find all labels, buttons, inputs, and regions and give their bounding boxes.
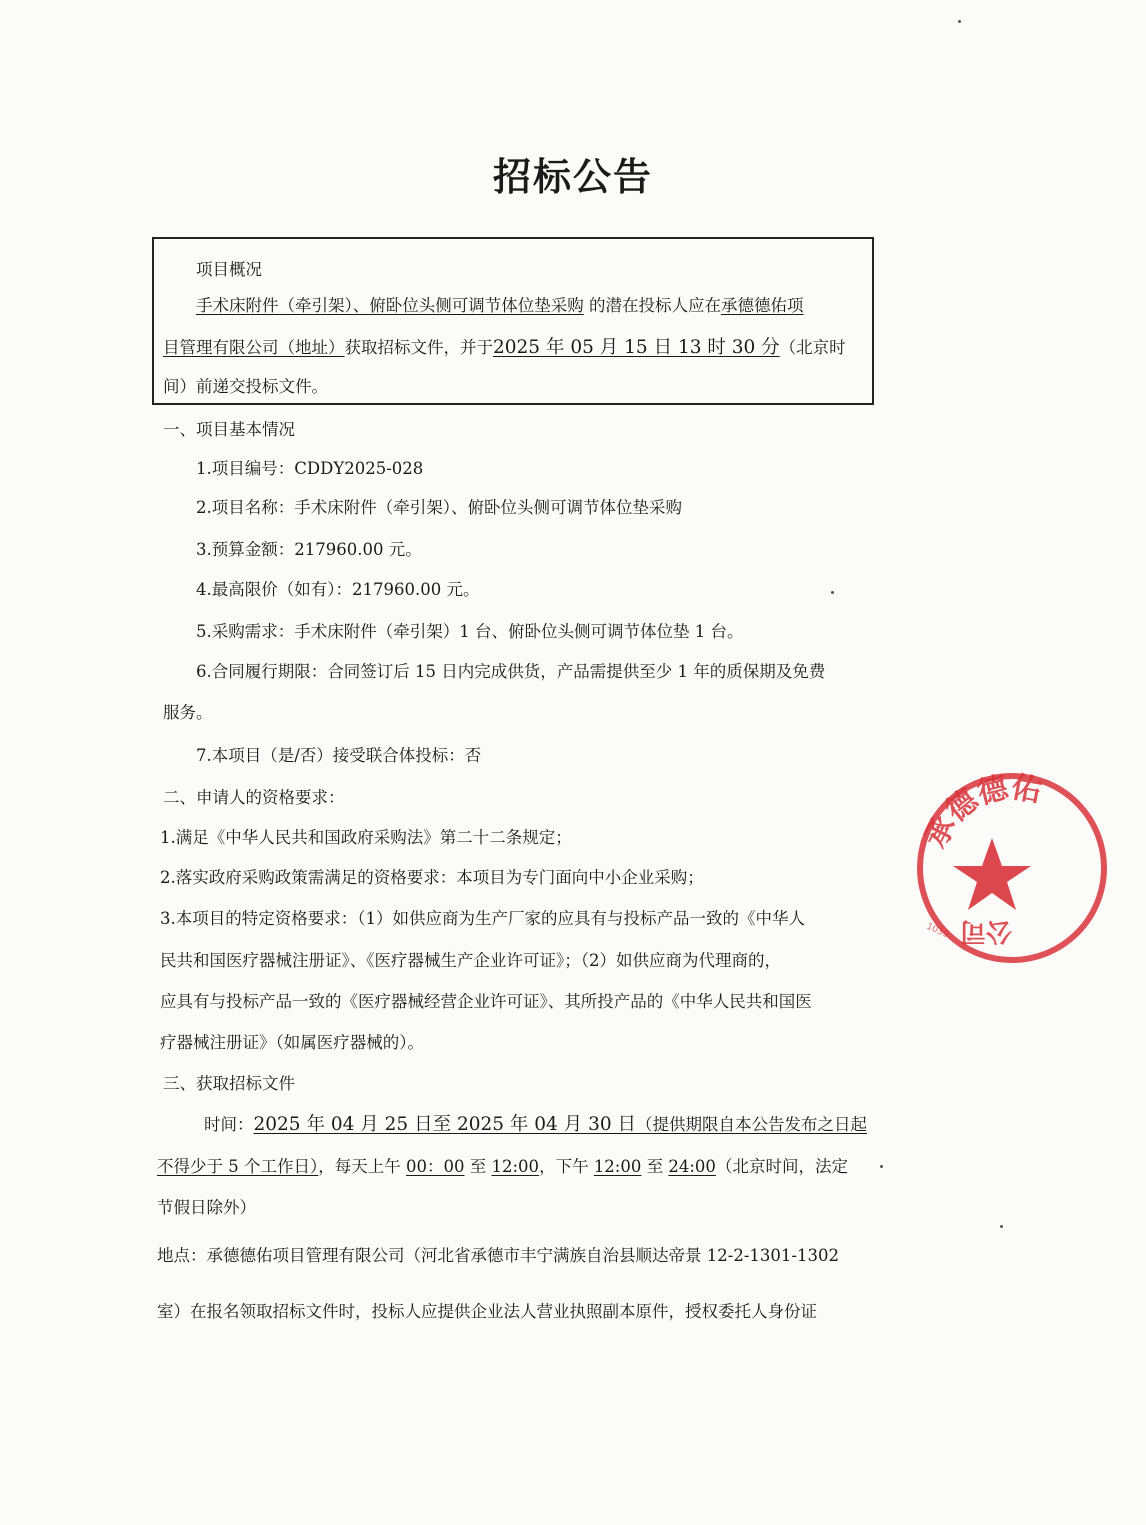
summary-text: 的潜在投标人应在 [589, 296, 721, 315]
section-1-item: 4.最高限价（如有）：217960.00 元。 [196, 580, 480, 599]
summary-line-3: 间）前递交投标文件。 [163, 377, 328, 396]
section-1-item: 7.本项目（是/否）接受联合体投标：否 [196, 746, 482, 765]
section-3-holiday-line: 节假日除外） [157, 1198, 256, 1217]
pm-start: 12:00 [593, 1157, 642, 1176]
section-3-heading: 三、获取招标文件 [163, 1074, 295, 1093]
section-1-heading: 一、项目基本情况 [163, 420, 295, 439]
daily-text: 至 [641, 1157, 669, 1176]
time-note: （提供期限自本公告发布之日起 [636, 1115, 868, 1134]
pm-end: 24:00 [668, 1157, 716, 1176]
bid-deadline: 2025 年 05 月 15 日 13 时 30 分 [493, 337, 780, 358]
summary-heading: 项目概况 [196, 260, 262, 279]
section-1-item: 1.项目编号：CDDY2025-028 [196, 459, 424, 478]
seal-text: 承德德佑 [918, 769, 1045, 854]
section-3-place-line-2: 室）在报名领取招标文件时，投标人应提供企业法人营业执照副本原件，授权委托人身份证 [157, 1302, 817, 1321]
section-3-place-line-1: 地点：承德德佑项目管理有限公司（河北省承德市丰宁满族自治县顺达帝景 12-2-1301-1302 [157, 1246, 839, 1265]
seal-number: 1039 [924, 921, 950, 941]
seal-star-icon [953, 838, 1031, 910]
daily-text: 至 [464, 1157, 492, 1176]
summary-line-2 [163, 336, 846, 360]
summary-text: 获取招标文件，并于 [344, 338, 493, 357]
daily-text: ，每天上午 [318, 1157, 406, 1176]
section-3-time-line [204, 1113, 867, 1137]
section-1-item: 3.预算金额：217960.00 元。 [196, 540, 422, 559]
time-label: 时间： [204, 1115, 254, 1134]
section-2-item: 2.落实政府采购政策需满足的资格要求：本项目为专门面向中小企业采购； [160, 868, 704, 887]
section-2-heading: 二、申请人的资格要求： [163, 788, 345, 807]
daily-text: ，下午 [539, 1157, 594, 1176]
time-note: 不得少于 5 个工作日） [157, 1157, 319, 1176]
section-2-item: 1.满足《中华人民共和国政府采购法》第二十二条规定； [160, 828, 572, 847]
scan-speck [880, 1165, 883, 1168]
section-1-item: 2.项目名称：手术床附件（牵引架）、俯卧位头侧可调节体位垫采购 [196, 498, 682, 517]
section-2-item: 民共和国医疗器械注册证》、《医疗器械生产企业许可证》；（2）如供应商为代理商的， [160, 951, 781, 970]
time-range: 2025 年 04 月 25 日至 2025 年 04 月 30 日 [253, 1114, 637, 1135]
scan-speck [1000, 1225, 1003, 1228]
daily-text: （北京时间，法定 [715, 1157, 848, 1176]
summary-line-1 [196, 294, 804, 318]
seal-bottom-text: 公司 [959, 916, 1012, 946]
company-seal [912, 768, 1112, 968]
project-name-underlined: 手术床附件（牵引架）、俯卧位头侧可调节体位垫采购 [196, 296, 584, 315]
section-2-item: 3.本项目的特定资格要求：（1）如供应商为生产厂家的应具有与投标产品一致的《中华人 [160, 909, 805, 928]
section-1-item: 服务。 [163, 703, 213, 722]
section-2-item: 应具有与投标产品一致的《医疗器械经营企业许可证》、其所投产品的《中华人民共和国医 [160, 992, 812, 1011]
summary-text: （北京时 [779, 338, 846, 357]
am-end: 12:00 [491, 1157, 540, 1176]
page-title: 招标公告 [492, 155, 653, 199]
am-start: 00：00 [406, 1157, 465, 1176]
scan-speck [958, 20, 961, 23]
scan-speck [831, 591, 834, 594]
section-2-item: 疗器械注册证》（如属医疗器械的）。 [160, 1033, 424, 1052]
company-underlined: 承德德佑项 [721, 296, 804, 315]
section-3-daily-line [157, 1155, 848, 1179]
company-underlined: 目管理有限公司（地址） [163, 338, 345, 357]
section-1-item: 6.合同履行期限：合同签订后 15 日内完成供货，产品需提供至少 1 年的质保期及免费 [196, 662, 826, 681]
section-1-item: 5.采购需求：手术床附件（牵引架）1 台、俯卧位头侧可调节体位垫 1 台。 [196, 622, 744, 641]
